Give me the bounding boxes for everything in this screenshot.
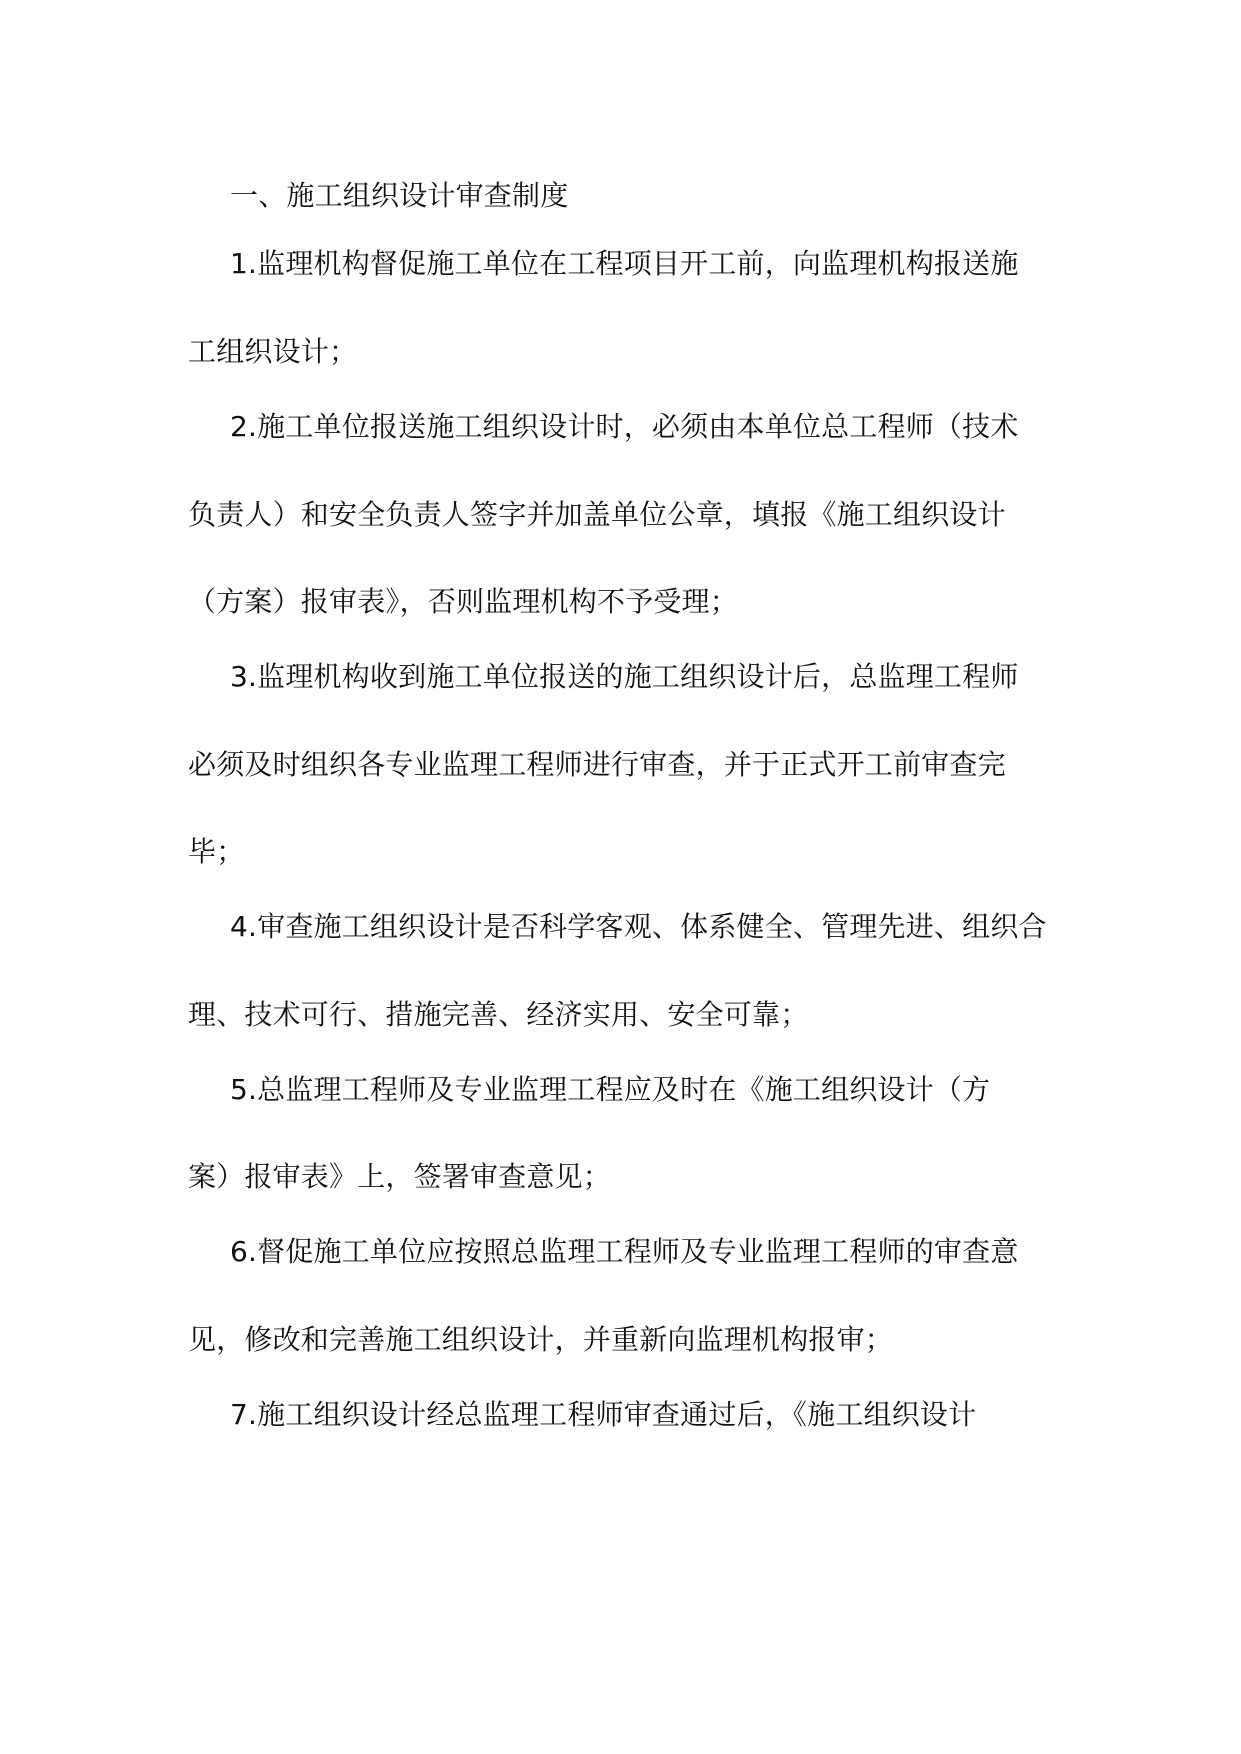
paragraph-line: 案）报审表》上，签署审查意见； [188, 1160, 612, 1193]
paragraph-line: 毕； [188, 835, 245, 868]
paragraph-line: 理、技术可行、措施完善、经济实用、安全可靠； [188, 998, 809, 1031]
paragraph-line: 3.监理机构收到施工单位报送的施工组织设计后，总监理工程师 [230, 660, 1019, 693]
paragraph-line: （方案）报审表》，否则监理机构不予受理； [188, 585, 739, 618]
paragraph-line: 见，修改和完善施工组织设计，并重新向监理机构报审； [188, 1323, 894, 1356]
paragraph-line: 4.审查施工组织设计是否科学客观、体系健全、管理先进、组织合 [230, 910, 1047, 943]
paragraph-line: 2.施工单位报送施工组织设计时，必须由本单位总工程师（技术 [230, 410, 1019, 443]
paragraph-line: 1.监理机构督促施工单位在工程项目开工前，向监理机构报送施 [230, 247, 1019, 280]
paragraph-line: 负责人）和安全负责人签字并加盖单位公章，填报《施工组织设计 [188, 498, 1006, 531]
paragraph-line: 必须及时组织各专业监理工程师进行审查，并于正式开工前审查完 [188, 748, 1006, 781]
paragraph-line: 7.施工组织设计经总监理工程师审查通过后，《施工组织设计 [230, 1398, 977, 1431]
paragraph-line: 6.督促施工单位应按照总监理工程师及专业监理工程师的审查意 [230, 1235, 1019, 1268]
paragraph-line: 5.总监理工程师及专业监理工程应及时在《施工组织设计（方 [230, 1073, 991, 1106]
paragraph-line: 工组织设计； [188, 335, 358, 368]
document-heading: 一、施工组织设计审查制度 [230, 179, 569, 212]
